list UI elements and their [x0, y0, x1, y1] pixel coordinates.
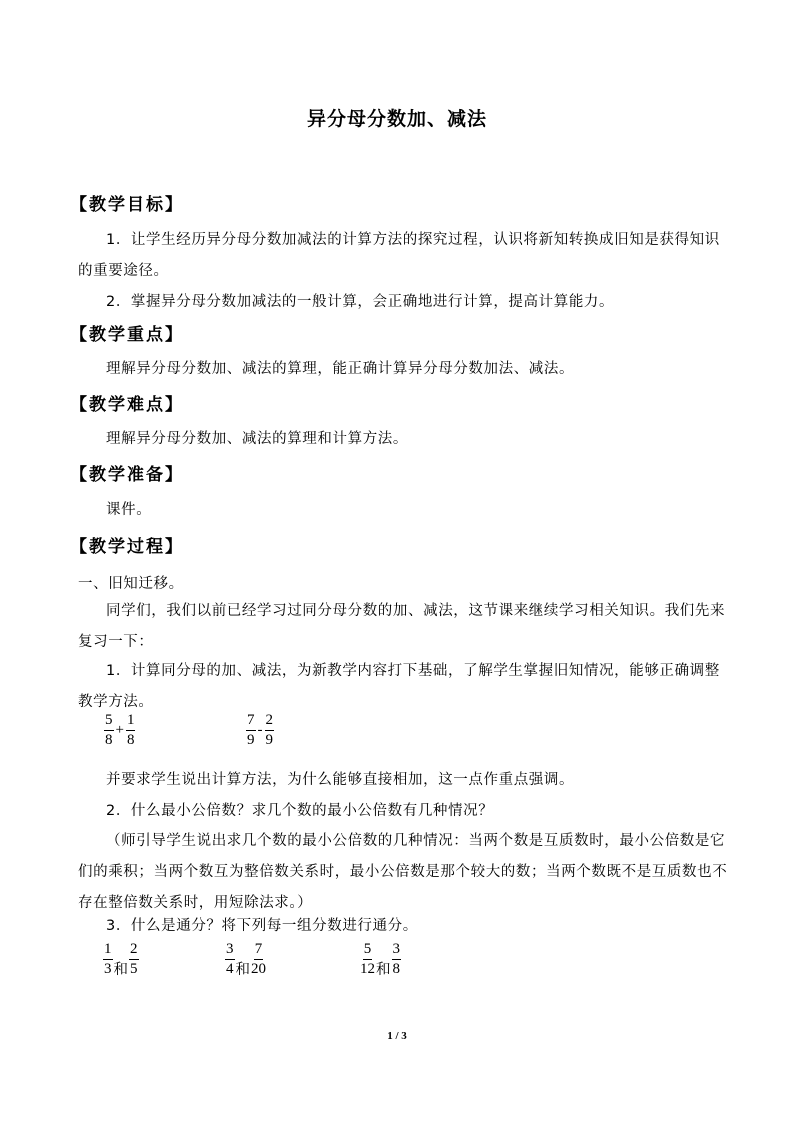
denominator: 8: [126, 732, 135, 748]
operator: +: [115, 722, 124, 738]
heading-difficulties: 【教学难点】: [70, 395, 184, 415]
document-title: 异分母分数加、减法: [306, 108, 487, 130]
heading-objectives: 【教学目标】: [70, 195, 184, 215]
fraction: [129, 941, 139, 978]
numerator: 5: [104, 712, 114, 731]
heading-preparation: 【教学准备】: [70, 465, 184, 485]
numerator: 3: [392, 941, 402, 960]
fraction-pair-3: [360, 941, 401, 978]
key-points-text: 理解异分母分数加、减法的算理，能正确计算异分母分数加法、减法。: [106, 361, 575, 377]
numerator: 1: [103, 941, 113, 960]
and-label: 和: [113, 962, 128, 978]
denominator: 9: [247, 732, 255, 748]
fraction: [251, 941, 266, 978]
numerator: 2: [265, 712, 275, 731]
and-label: 和: [235, 962, 250, 978]
denominator: 4: [226, 961, 234, 977]
numerator: 7: [246, 712, 256, 731]
expression-2: [246, 712, 274, 749]
objective-item-1: 1．让学生经历异分母分数加减法的计算方法的探究过程，认识将新知转换成旧知是获得知识的重要途径。: [78, 232, 720, 279]
fraction-pair-1: [103, 941, 139, 978]
objective-item-2: 2．掌握异分母分数加减法的一般计算，会正确地进行计算，提高计算能力。: [106, 294, 615, 310]
fraction: [392, 941, 402, 978]
denominator: 20: [251, 961, 266, 977]
process-step-1-title: 一、旧知迁移。: [78, 576, 184, 592]
fraction: [246, 712, 256, 749]
heading-process: 【教学过程】: [70, 537, 184, 557]
expression-1: [104, 712, 135, 749]
process-intro: 同学们，我们以前已经学习过同分母分数的加、减法，这节课来继续学习相关知识。我们先来复习一下：: [78, 603, 726, 650]
and-label: 和: [376, 962, 391, 978]
numerator: 1: [126, 712, 136, 731]
process-question-3: 3．什么是通分？将下列每一组分数进行通分。: [106, 918, 418, 934]
numerator: 5: [363, 941, 373, 960]
denominator: 12: [360, 961, 375, 977]
denominator: 3: [104, 961, 112, 977]
fraction: [225, 941, 235, 978]
numerator: 7: [254, 941, 264, 960]
operator: -: [257, 722, 263, 738]
fraction: [360, 941, 375, 978]
heading-key-points: 【教学重点】: [70, 325, 184, 345]
denominator: 8: [105, 732, 113, 748]
numerator: 3: [225, 941, 235, 960]
fraction: [104, 712, 114, 749]
preparation-text: 课件。: [106, 502, 152, 518]
denominator: 5: [130, 961, 138, 977]
denominator: 8: [392, 961, 400, 977]
page-number: 1 / 3: [387, 1030, 407, 1042]
fraction: [126, 712, 136, 749]
difficulties-text: 理解异分母分数加、减法的算理和计算方法。: [106, 431, 408, 447]
fraction: [103, 941, 113, 978]
process-question-2-note: （师引导学生说出求几个数的最小公倍数的几种情况：当两个数是互质数时，最小公倍数是它们的乘积；当两个数互为整倍数关系时，最小公倍数是那个较大的数；当两个数既不是互质数也不存在整倍数关系时，用短除法求。）: [78, 833, 728, 911]
process-question-2: 2．什么最小公倍数？求几个数的最小公倍数有几种情况？: [106, 803, 494, 819]
denominator: 9: [265, 732, 273, 748]
numerator: 2: [129, 941, 139, 960]
fraction-pair-2: [225, 941, 266, 978]
process-question-1: 1．计算同分母的加、减法，为新教学内容打下基础，了解学生掌握旧知情况，能够正确调整教学方法。: [78, 663, 720, 710]
fraction: [265, 712, 275, 749]
process-question-1-note: 并要求学生说出计算方法，为什么能够直接相加，这一点作重点强调。: [106, 772, 575, 788]
